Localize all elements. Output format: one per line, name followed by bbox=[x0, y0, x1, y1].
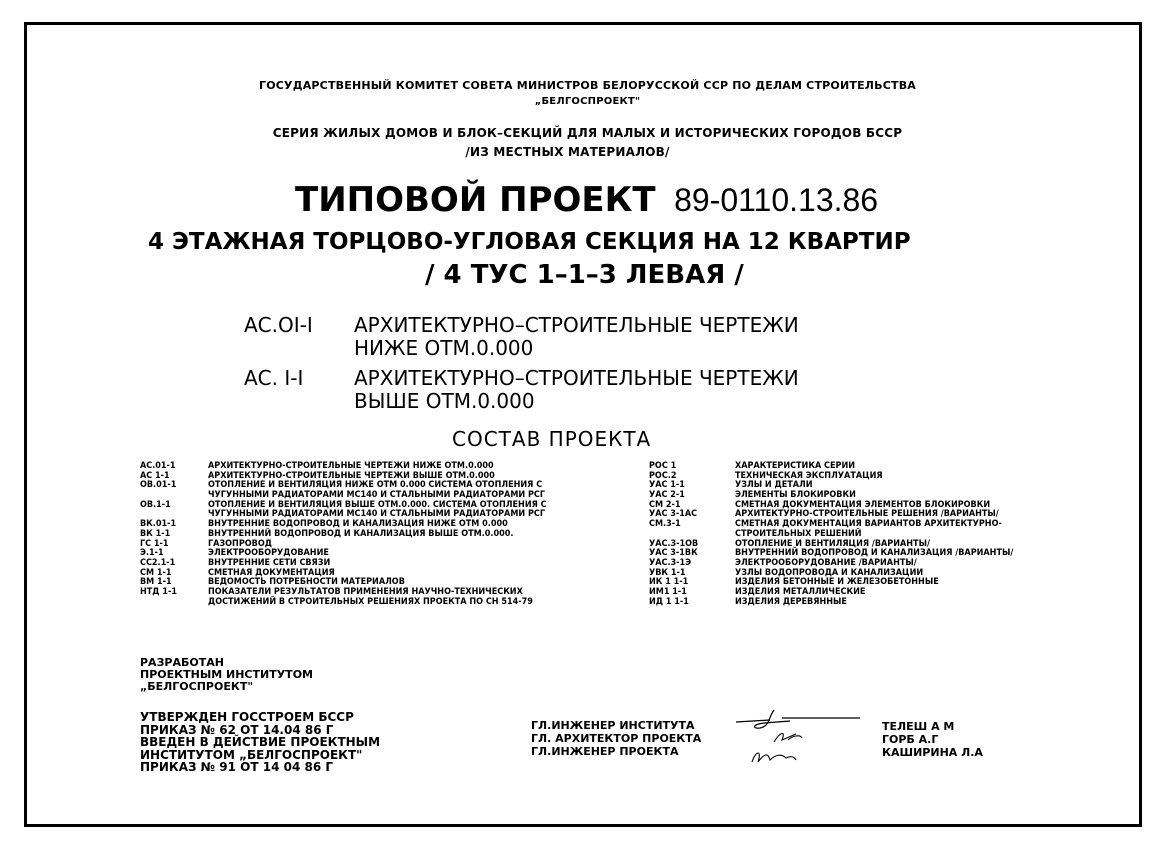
contents-code: АС 1-1 bbox=[140, 470, 170, 481]
sheet-subtitle-2: ВЫШЕ ОТМ.0.000 bbox=[354, 389, 535, 413]
committee-name: ГОСУДАРСТВЕННЫЙ КОМИТЕТ СОВЕТА МИНИСТРОВ БЕЛОРУССКОЙ ССР ПО ДЕЛАМ СТРОИТЕЛЬСТВА bbox=[258, 79, 916, 92]
developed-block bbox=[140, 657, 313, 693]
approval-line-2: ПРИКАЗ № 62 ОТ 14.04 86 Г bbox=[140, 722, 334, 737]
approval-block bbox=[140, 711, 380, 774]
contents-code: ИД 1 1-1 bbox=[649, 596, 689, 607]
contents-code: ОВ.01-1 bbox=[140, 480, 177, 491]
sheet-border bbox=[24, 22, 1142, 827]
contents-code: ГС 1-1 bbox=[140, 538, 169, 549]
contents-description: СМЕТНАЯ ДОКУМЕНТАЦИЯ bbox=[208, 567, 335, 578]
contents-heading: СОСТАВ ПРОЕКТА bbox=[452, 427, 652, 451]
contents-description: СМЕТНАЯ ДОКУМЕНТАЦИЯ ВАРИАНТОВ АРХИТЕКТУРНО- bbox=[735, 519, 1002, 530]
approval-line-4: ИНСТИТУТОМ „БЕЛГОСПРОЕКТ" bbox=[140, 747, 363, 762]
developed-line-2: ПРОЕКТНЫМ ИНСТИТУТОМ bbox=[140, 668, 313, 681]
contents-description: УЗЛЫ И ДЕТАЛИ bbox=[735, 480, 813, 491]
developed-line-3: „БЕЛГОСПРОЕКТ" bbox=[140, 680, 254, 693]
role-chief-engineer-institute: ГЛ.ИНЖЕНЕР ИНСТИТУТА bbox=[531, 719, 695, 732]
contents-description: АРХИТЕКТУРНО-СТРОИТЕЛЬНЫЕ ЧЕРТЕЖИ НИЖЕ ОТМ.0.000 bbox=[208, 461, 494, 471]
sheet-subtitle-1: НИЖЕ ОТМ.0.000 bbox=[354, 336, 534, 360]
contents-code: Э.1-1 bbox=[140, 548, 164, 559]
project-title bbox=[295, 180, 878, 220]
contents-description: ОТОПЛЕНИЕ И ВЕНТИЛЯЦИЯ /ВАРИАНТЫ/ bbox=[735, 538, 930, 549]
contents-description: ИЗДЕЛИЯ ДЕРЕВЯННЫЕ bbox=[735, 596, 847, 607]
sheet-title-1: АРХИТЕКТУРНО–СТРОИТЕЛЬНЫЕ ЧЕРТЕЖИ bbox=[354, 313, 799, 337]
developed-line-1: РАЗРАБОТАН bbox=[140, 656, 224, 669]
series-title: СЕРИЯ ЖИЛЫХ ДОМОВ И БЛОК–СЕКЦИЙ ДЛЯ МАЛЫХ И ИСТОРИЧЕСКИХ ГОРОДОВ БССР bbox=[272, 126, 903, 140]
contents-code: УАС 3-1АС bbox=[649, 509, 698, 520]
sheet-code-2: АС. I-I bbox=[244, 366, 304, 390]
contents-description: ПОКАЗАТЕЛИ РЕЗУЛЬТАТОВ ПРИМЕНЕНИЯ НАУЧНО-ТЕХНИЧЕСКИХ bbox=[208, 586, 523, 597]
contents-code: ВК.01-1 bbox=[140, 519, 177, 530]
series-subtitle: /ИЗ МЕСТНЫХ МАТЕРИАЛОВ/ bbox=[465, 145, 670, 159]
approval-line-5: ПРИКАЗ № 91 ОТ 14 04 86 Г bbox=[140, 760, 334, 774]
contents-row bbox=[649, 481, 1115, 491]
contents-description: АРХИТЕКТУРНО-СТРОИТЕЛЬНЫЕ ЧЕРТЕЖИ ВЫШЕ ОТМ.0.000 bbox=[208, 470, 495, 481]
sheet-code-1: АС.ОI-I bbox=[244, 313, 313, 337]
contents-code: НТД 1-1 bbox=[140, 586, 177, 597]
contents-description: ВНУТРЕННИЕ ВОДОПРОВОД И КАНАЛИЗАЦИЯ НИЖЕ ОТМ 0.000 bbox=[208, 519, 508, 530]
contents-code: СМ.3-1 bbox=[649, 519, 681, 530]
contents-description: АРХИТЕКТУРНО-СТРОИТЕЛЬНЫЕ РЕШЕНИЯ /ВАРИАНТЫ/ bbox=[735, 509, 999, 520]
contents-description: ЧУГУННЫМИ РАДИАТОРАМИ МС140 И СТАЛЬНЫМИ РАДИАТОРАМИ РСГ bbox=[208, 509, 545, 520]
contents-code: ИК 1 1-1 bbox=[649, 577, 689, 588]
contents-description: ВНУТРЕННИЙ ВОДОПРОВОД И КАНАЛИЗАЦИЯ ВЫШЕ ОТМ.0.000. bbox=[208, 528, 514, 539]
contents-row bbox=[140, 598, 628, 608]
role-chief-engineer-project: ГЛ.ИНЖЕНЕР ПРОЕКТА bbox=[531, 745, 679, 758]
name-gorb: ГОРБ А.Г bbox=[882, 733, 939, 746]
approval-line-3: ВВЕДЕН В ДЕЙСТВИЕ ПРОЕКТНЫМ bbox=[140, 735, 381, 749]
contents-description: СМЕТНАЯ ДОКУМЕНТАЦИЯ ЭЛЕМЕНТОВ БЛОКИРОВКИ bbox=[735, 499, 991, 510]
contents-description: ТЕХНИЧЕСКАЯ ЭКСПЛУАТАЦИЯ bbox=[735, 470, 883, 481]
role-chief-architect: ГЛ. АРХИТЕКТОР ПРОЕКТА bbox=[531, 732, 702, 745]
contents-description: ИЗДЕЛИЯ МЕТАЛЛИЧЕСКИЕ bbox=[735, 586, 866, 597]
contents-code: РОС 1 bbox=[649, 461, 677, 471]
contents-description: ОТОПЛЕНИЕ И ВЕНТИЛЯЦИЯ ВЫШЕ ОТМ.0.000. СИСТЕМА ОТОПЛЕНИЯ С bbox=[208, 499, 547, 510]
contents-description: ОТОПЛЕНИЕ И ВЕНТИЛЯЦИЯ НИЖЕ ОТМ 0.000 СИСТЕМА ОТОПЛЕНИЯ С bbox=[208, 480, 543, 491]
contents-description: ЭЛЕКТРООБОРУДОВАНИЕ bbox=[208, 548, 329, 559]
project-subtitle: 4 ЭТАЖНАЯ ТОРЦОВО-УГЛОВАЯ СЕКЦИЯ НА 12 КВАРТИР bbox=[148, 229, 911, 255]
contents-list-left bbox=[140, 462, 628, 607]
contents-code: ВК 1-1 bbox=[140, 528, 171, 539]
project-title-label: ТИПОВОЙ ПРОЕКТ bbox=[295, 180, 656, 220]
contents-description: ГАЗОПРОВОД bbox=[208, 538, 272, 549]
contents-code: АС.01-1 bbox=[140, 461, 176, 471]
contents-code: РОС.2 bbox=[649, 470, 677, 481]
contents-code: ВМ 1-1 bbox=[140, 577, 172, 588]
project-variant: / 4 ТУС 1–1–3 ЛЕВАЯ / bbox=[425, 260, 744, 290]
contents-description: ЭЛЕКТРООБОРУДОВАНИЕ /ВАРИАНТЫ/ bbox=[735, 557, 917, 568]
contents-description: СТРОИТЕЛЬНЫХ РЕШЕНИЙ bbox=[735, 528, 862, 539]
signatures-graphic bbox=[730, 706, 870, 772]
contents-code: СС2.1-1 bbox=[140, 557, 176, 568]
organization-name: „БЕЛГОСПРОЕКТ" bbox=[534, 96, 641, 107]
name-kashirina: КАШИРИНА Л.А bbox=[882, 746, 983, 759]
contents-description: ХАРАКТЕРИСТИКА СЕРИИ bbox=[735, 461, 855, 471]
contents-description: ВЕДОМОСТЬ ПОТРЕБНОСТИ МАТЕРИАЛОВ bbox=[208, 577, 405, 588]
approval-line-1: УТВЕРЖДЕН ГОССТРОЕМ БССР bbox=[140, 710, 354, 724]
contents-code: ОВ.1-1 bbox=[140, 499, 171, 510]
contents-description: ВНУТРЕННИЙ ВОДОПРОВОД И КАНАЛИЗАЦИЯ /ВАРИАНТЫ/ bbox=[735, 548, 1014, 559]
contents-description: УЗЛЫ ВОДОПРОВОДА И КАНАЛИЗАЦИИ bbox=[735, 567, 924, 578]
contents-code: УАС.3-1ОВ bbox=[649, 538, 699, 549]
contents-description: ВНУТРЕННИЕ СЕТИ СВЯЗИ bbox=[208, 557, 331, 568]
contents-row bbox=[649, 578, 1115, 588]
contents-description: ЧУГУННЫМИ РАДИАТОРАМИ МС140 И СТАЛЬНЫМИ РАДИАТОРАМИ РСГ bbox=[208, 490, 545, 501]
contents-row bbox=[649, 520, 1115, 530]
project-number: 89-0110.13.86 bbox=[674, 182, 879, 218]
signature-names bbox=[882, 720, 983, 759]
contents-code: УАС.3-1Э bbox=[649, 557, 692, 568]
contents-description: ИЗДЕЛИЯ БЕТОННЫЕ И ЖЕЛЕЗОБЕТОННЫЕ bbox=[735, 577, 939, 588]
contents-code: СМ 2-1 bbox=[649, 499, 681, 510]
name-telesh: ТЕЛЕШ А М bbox=[882, 720, 955, 733]
contents-row bbox=[649, 588, 1115, 598]
contents-row bbox=[649, 598, 1115, 608]
signature-roles bbox=[531, 719, 701, 758]
contents-code: УВК 1-1 bbox=[649, 567, 686, 578]
contents-description: ДОСТИЖЕНИЙ В СТРОИТЕЛЬНЫХ РЕШЕНИЯХ ПРОЕКТА ПО СН 514-79 bbox=[208, 596, 533, 607]
contents-code bbox=[140, 598, 208, 608]
contents-description: ЭЛЕМЕНТЫ БЛОКИРОВКИ bbox=[735, 490, 856, 501]
sheet-title-2: АРХИТЕКТУРНО–СТРОИТЕЛЬНЫЕ ЧЕРТЕЖИ bbox=[354, 366, 799, 390]
contents-row bbox=[649, 472, 1115, 482]
contents-code: ИМ1 1-1 bbox=[649, 586, 687, 597]
contents-code: СМ 1-1 bbox=[140, 567, 172, 578]
contents-code: УАС 3-1ВК bbox=[649, 548, 698, 559]
contents-code: УАС 2-1 bbox=[649, 490, 685, 501]
contents-list-right bbox=[649, 462, 1115, 607]
contents-code: УАС 1-1 bbox=[649, 480, 685, 491]
